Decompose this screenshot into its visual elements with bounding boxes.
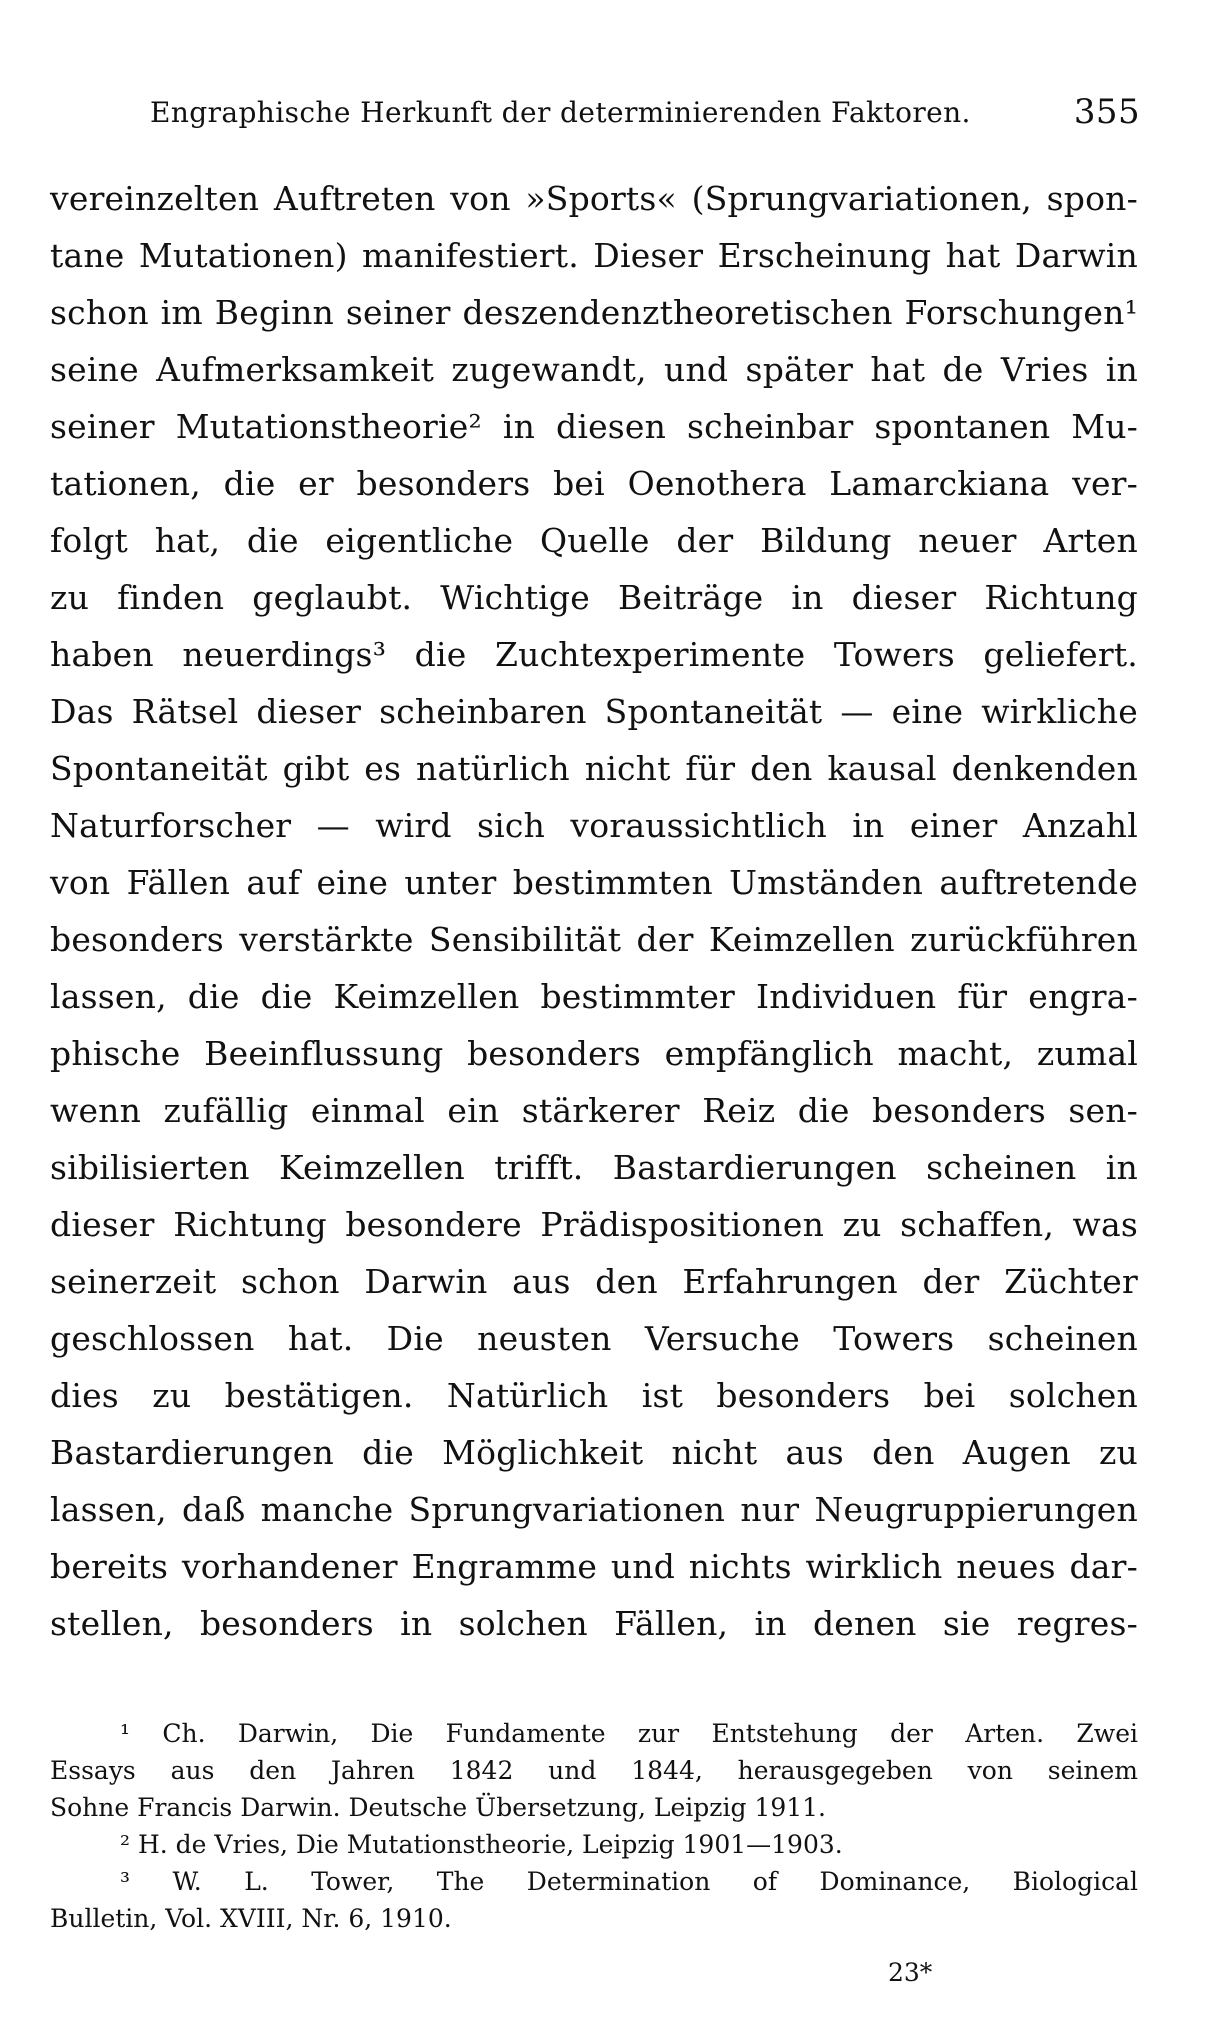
signature-mark: 23*: [888, 1958, 933, 1987]
text-line: Naturforscher — wird sich voraussichtlich in einer Anzahl: [50, 806, 1138, 845]
text-line: seine Aufmerksamkeit zugewandt, und später hat de Vries in: [50, 350, 1138, 389]
text-line: tane Mutationen) manifestiert. Dieser Erscheinung hat Darwin: [50, 236, 1138, 275]
footnote-3: [50, 1863, 1138, 1937]
text-line: Spontaneität gibt es natürlich nicht für den kausal denkenden: [50, 749, 1138, 788]
footnote-line: ³ W. L. Tower, The Determination of Dominance, Biological: [120, 1867, 1138, 1896]
text-line: seiner Mutationstheorie² in diesen scheinbar spontanen Mu-: [50, 407, 1138, 446]
text-line: vereinzelten Auftreten von »Sports« (Sprungvariationen, spon-: [50, 179, 1138, 218]
text-line: wenn zufällig einmal ein stärkerer Reiz die besonders sen-: [50, 1091, 1138, 1130]
text-line: stellen, besonders in solchen Fällen, in denen sie regres-: [50, 1604, 1138, 1643]
footnote-1: [50, 1715, 1138, 1826]
running-header: [150, 92, 1150, 136]
footnote-line: ¹ Ch. Darwin, Die Fundamente zur Entstehung der Arten. Zwei: [120, 1719, 1138, 1748]
text-line: von Fällen auf eine unter bestimmten Umständen auftretende: [50, 863, 1138, 902]
footnote-line: Sohne Francis Darwin. Deutsche Übersetzung, Leipzig 1911.: [50, 1793, 826, 1822]
text-line: schon im Beginn seiner deszendenztheoretischen Forschungen¹: [50, 293, 1138, 332]
text-line: bereits vorhandener Engramme und nichts wirklich neues dar-: [50, 1547, 1138, 1586]
running-title: Engraphische Herkunft der determinierenden Faktoren.: [150, 96, 971, 129]
footnote-line: Bulletin, Vol. XVIII, Nr. 6, 1910.: [50, 1904, 452, 1933]
text-line: dies zu bestätigen. Natürlich ist besonders bei solchen: [50, 1376, 1138, 1415]
text-line: phische Beeinflussung besonders empfänglich macht, zumal: [50, 1034, 1138, 1073]
text-line: besonders verstärkte Sensibilität der Keimzellen zurückführen: [50, 920, 1138, 959]
text-line: sibilisierten Keimzellen trifft. Bastardierungen scheinen in: [50, 1148, 1138, 1187]
text-line: tationen, die er besonders bei Oenothera Lamarckiana ver-: [50, 464, 1138, 503]
text-line: zu finden geglaubt. Wichtige Beiträge in dieser Richtung: [50, 578, 1138, 617]
footnotes: [50, 1715, 1138, 1937]
text-line: lassen, daß manche Sprungvariationen nur Neugruppierungen: [50, 1490, 1138, 1529]
text-line: dieser Richtung besondere Prädispositionen zu schaffen, was: [50, 1205, 1138, 1244]
text-line: geschlossen hat. Die neusten Versuche Towers scheinen: [50, 1319, 1138, 1358]
text-line: seinerzeit schon Darwin aus den Erfahrungen der Züchter: [50, 1262, 1138, 1301]
footnote-line: ² H. de Vries, Die Mutationstheorie, Leipzig 1901—1903.: [120, 1830, 843, 1859]
text-line: lassen, die die Keimzellen bestimmter Individuen für engra-: [50, 977, 1138, 1016]
text-line: haben neuerdings³ die Zuchtexperimente Towers geliefert.: [50, 635, 1138, 674]
text-line: Bastardierungen die Möglichkeit nicht aus den Augen zu: [50, 1433, 1138, 1472]
text-line: Das Rätsel dieser scheinbaren Spontaneität — eine wirkliche: [50, 692, 1138, 731]
main-text: [50, 170, 1138, 1652]
footnote-line: Essays aus den Jahren 1842 und 1844, herausgegeben von seinem: [50, 1756, 1138, 1785]
page-number: 355: [1073, 92, 1140, 132]
footnote-2: [50, 1826, 1138, 1863]
text-line: folgt hat, die eigentliche Quelle der Bildung neuer Arten: [50, 521, 1138, 560]
